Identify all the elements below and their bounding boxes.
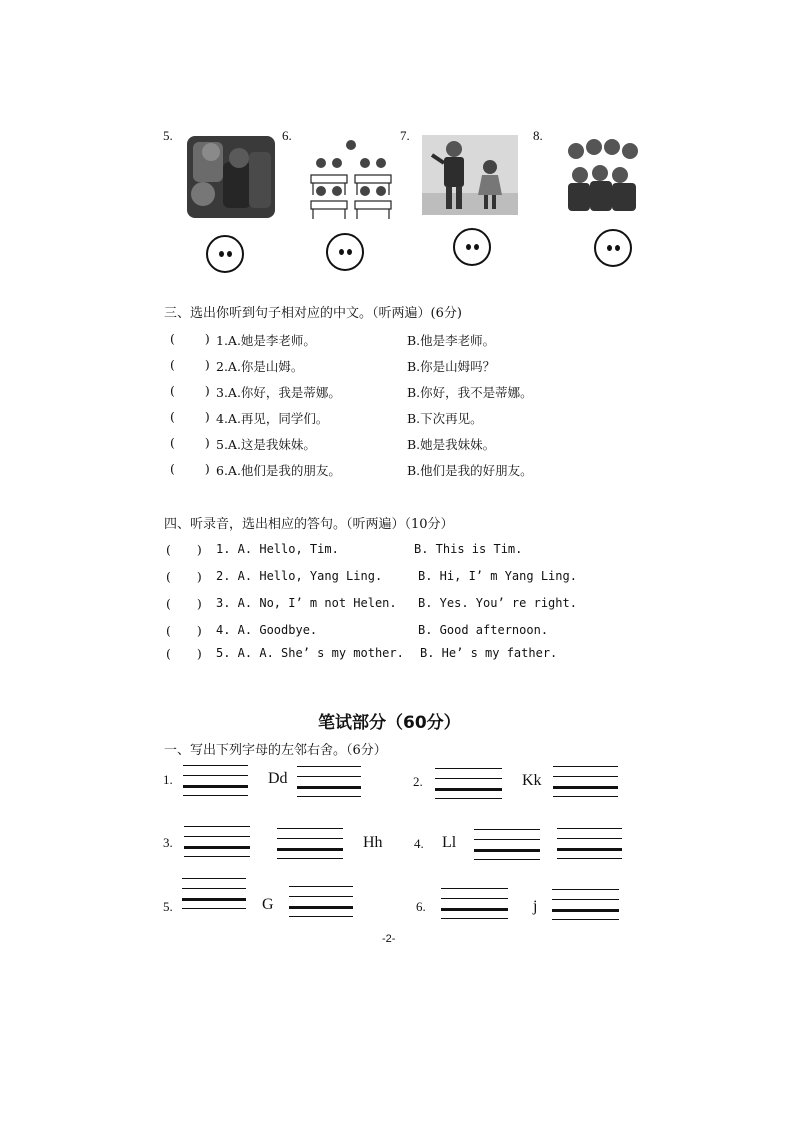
answer-paren[interactable]: ( )	[170, 461, 210, 476]
answer-paren[interactable]: ( )	[170, 331, 210, 346]
option-b: B. This is Tim.	[414, 542, 523, 556]
option-a: 3.A.你好，我是蒂娜。	[216, 385, 341, 400]
writing-lines[interactable]	[183, 765, 248, 797]
option-a: 1.A.她是李老师。	[216, 333, 316, 348]
man-and-girl-greeting-icon	[420, 133, 520, 217]
item-number: 5.	[163, 899, 173, 914]
picture-number: 6.	[282, 128, 292, 143]
answer-paren[interactable]: ( )	[166, 646, 202, 661]
given-letter: Ll	[442, 834, 457, 851]
face-icon	[594, 229, 632, 267]
option-a: 5.A.这是我妹妹。	[216, 437, 316, 452]
face-icon	[206, 235, 244, 273]
option-b: B. Yes. You’ re right.	[418, 596, 577, 610]
picture-number: 7.	[400, 128, 410, 143]
option-b: B.你是山姆吗？	[407, 359, 496, 374]
writing-lines[interactable]	[552, 889, 619, 921]
picture-number: 8.	[533, 128, 543, 143]
option-a: 4.A.再见，同学们。	[216, 411, 329, 426]
option-b: B. He’ s my father.	[420, 646, 558, 660]
writing-lines[interactable]	[474, 829, 540, 861]
option-a: 3. A. No, I’ m not Helen.	[216, 596, 397, 610]
writing-lines[interactable]	[297, 766, 361, 798]
item-number: 4.	[414, 836, 424, 851]
option-a: 2. A. Hello, Yang Ling.	[216, 569, 383, 583]
given-letter: Dd	[268, 770, 288, 787]
section-title: 三、选出你听到句子相对应的中文。（听两遍）(6分)	[164, 306, 462, 321]
item-number: 3.	[163, 835, 173, 850]
answer-paren[interactable]: ( )	[170, 357, 210, 372]
option-a: 1. A. Hello, Tim.	[216, 542, 339, 556]
item-number: 1.	[163, 772, 173, 787]
writing-lines[interactable]	[277, 828, 343, 860]
answer-paren[interactable]: ( )	[166, 623, 202, 638]
writing-lines[interactable]	[557, 828, 622, 860]
group-of-children-icon	[562, 135, 644, 213]
section-title: 一、写出下列字母的左邻右舍。（6分）	[164, 743, 387, 758]
answer-paren[interactable]: ( )	[166, 542, 202, 557]
face-icon	[453, 228, 491, 266]
given-letter: Kk	[522, 772, 542, 789]
option-b: B. Good afternoon.	[418, 623, 549, 637]
option-b: B.下次再见。	[407, 411, 483, 426]
option-b: B.你好，我不是蒂娜。	[407, 385, 533, 400]
answer-paren[interactable]: ( )	[170, 409, 210, 424]
item-number: 2.	[413, 774, 423, 789]
page-number: -2-	[382, 933, 396, 945]
people-in-dark-scene-icon	[183, 132, 277, 220]
picture-number: 5.	[163, 128, 173, 143]
option-a: 2.A.你是山姆。	[216, 359, 304, 374]
writing-lines[interactable]	[435, 768, 502, 800]
writing-lines[interactable]	[289, 886, 353, 918]
writing-lines[interactable]	[182, 878, 246, 910]
face-icon	[326, 233, 364, 271]
answer-paren[interactable]: ( )	[170, 383, 210, 398]
item-number: 6.	[416, 899, 426, 914]
answer-paren[interactable]: ( )	[166, 596, 202, 611]
classroom-students-icon	[305, 135, 397, 220]
writing-lines[interactable]	[553, 766, 618, 798]
option-a: 5. A. A. She’ s my mother.	[216, 646, 404, 660]
answer-paren[interactable]: ( )	[170, 435, 210, 450]
given-letter: G	[262, 896, 274, 913]
given-letter: Hh	[363, 834, 383, 851]
option-a: 6.A.他们是我的朋友。	[216, 463, 341, 478]
option-a: 4. A. Goodbye.	[216, 623, 318, 637]
option-b: B.他是李老师。	[407, 333, 496, 348]
section-title: 四、听录音，选出相应的答句。（听两遍）（10分）	[164, 517, 454, 532]
answer-paren[interactable]: ( )	[166, 569, 202, 584]
option-b: B. Hi, I’ m Yang Ling.	[418, 569, 577, 583]
writing-lines[interactable]	[441, 888, 508, 920]
given-letter: j	[533, 898, 538, 915]
option-b: B.他们是我的好朋友。	[407, 463, 533, 478]
option-b: B.她是我妹妹。	[407, 437, 496, 452]
written-part-title: 笔试部分（60分）	[318, 713, 461, 733]
writing-lines[interactable]	[184, 826, 250, 858]
